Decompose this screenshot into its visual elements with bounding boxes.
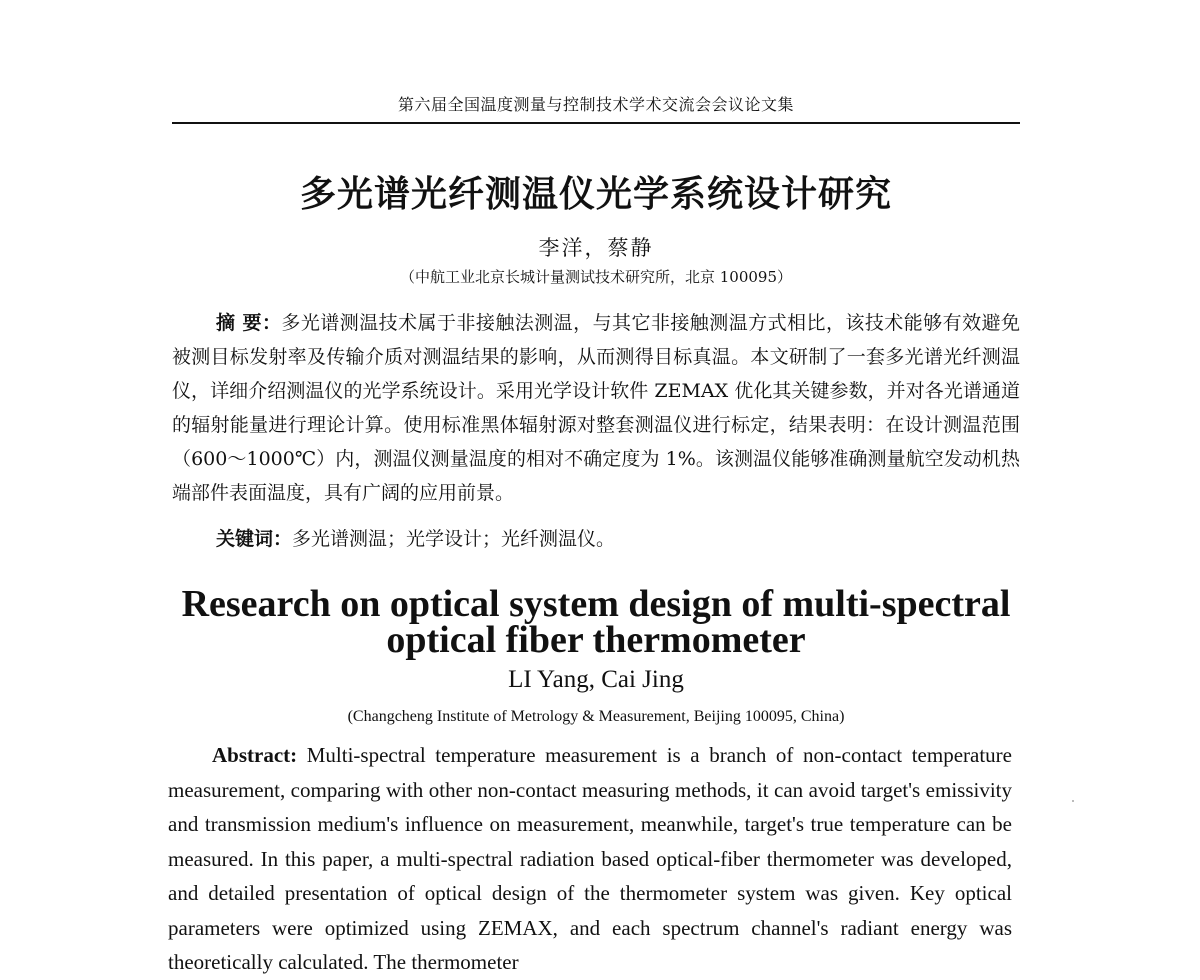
chinese-abstract-label: 摘 要： (216, 312, 282, 334)
english-authors: LI Yang, Cai Jing (508, 666, 684, 693)
chinese-keywords (216, 524, 1020, 551)
chinese-keywords-text: 多光谱测温；光学设计；光纤测温仪。 (292, 528, 616, 550)
chinese-title: 多光谱光纤测温仪光学系统设计研究 (299, 174, 892, 215)
chinese-abstract (172, 306, 1020, 510)
running-header: 第六届全国温度测量与控制技术学术交流会会议论文集 (397, 95, 794, 114)
scan-speck (1072, 800, 1074, 802)
chinese-keywords-label: 关键词： (216, 528, 293, 550)
chinese-affiliation: （中航工业北京长城计量测试技术研究所，北京 100095） (399, 268, 793, 286)
english-title-line-1: Research on optical system design of multi-spectral (181, 583, 1011, 625)
chinese-abstract-text: 多光谱测温技术属于非接触法测温，与其它非接触测温方式相比，该技术能够有效避免被测目标发射率及传输介质对测温结果的影响，从而测得目标真温。本文研制了一套多光谱光纤测温仪，详细介绍测温仪的光学系统设计。采用光学设计软件 ZEMAX 优化其关键参数，并对各光谱通道的辐射能量进行理论计算。使用标准黑体辐射源对整套测温仪进行标定，结果表明：在设计测温范围（600～1000℃）内，测温仪测量温度的相对不确定度为 1%。该测温仪能够准确测量航空发动机热端部件表面温度，具有广阔的应用前景。 (172, 312, 1020, 504)
english-abstract-label: Abstract: (212, 743, 298, 767)
header-rule (172, 122, 1020, 124)
english-title (172, 583, 1020, 661)
chinese-authors: 李洋，蔡静 (538, 236, 654, 260)
english-abstract (168, 738, 1012, 980)
english-affiliation: (Changcheng Institute of Metrology & Measurement, Beijing 100095, China) (347, 708, 845, 725)
english-title-line-2: optical fiber thermometer (386, 619, 806, 661)
english-abstract-text: Multi-spectral temperature measurement is a branch of non-contact temperature measurement, comparing with other non-contact measuring methods, it can avoid target's emissivity and transmission medium's influence on measurement, meanwhile, target's true temperature can be measured. In this paper, a multi-spectral radiation based optical-fiber thermometer was developed, and detailed presentation of optical design of the thermometer system was given. Key optical parameters were optimized using ZEMAX, and each spectrum channel's radiant energy was theoretically calculated. The thermometer (168, 743, 1013, 974)
